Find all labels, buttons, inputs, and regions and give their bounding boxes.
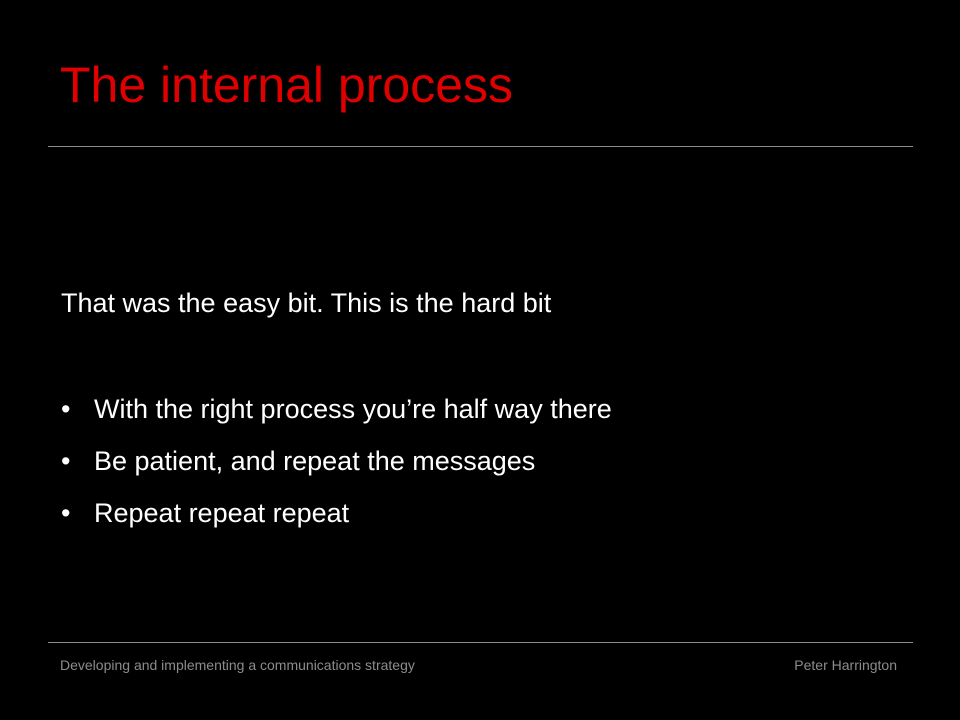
list-item bbox=[61, 445, 612, 497]
bullet-text: Be patient, and repeat the messages bbox=[94, 446, 536, 476]
bullet-text: With the right process you’re half way there bbox=[94, 394, 612, 424]
bullet-icon: • bbox=[61, 498, 71, 528]
footer-author: Peter Harrington bbox=[794, 657, 897, 673]
list-item bbox=[61, 497, 612, 549]
bullet-icon: • bbox=[61, 446, 71, 476]
list-item bbox=[61, 393, 612, 445]
intro-text: That was the easy bit. This is the hard bit bbox=[61, 288, 552, 318]
footer-presentation-title: Developing and implementing a communications strategy bbox=[60, 657, 415, 673]
title-divider bbox=[48, 146, 913, 147]
bullet-list bbox=[61, 393, 612, 549]
bullet-text: Repeat repeat repeat bbox=[94, 498, 350, 528]
bullet-icon: • bbox=[61, 394, 71, 424]
footer-divider bbox=[48, 642, 913, 643]
slide-title: The internal process bbox=[60, 57, 514, 113]
